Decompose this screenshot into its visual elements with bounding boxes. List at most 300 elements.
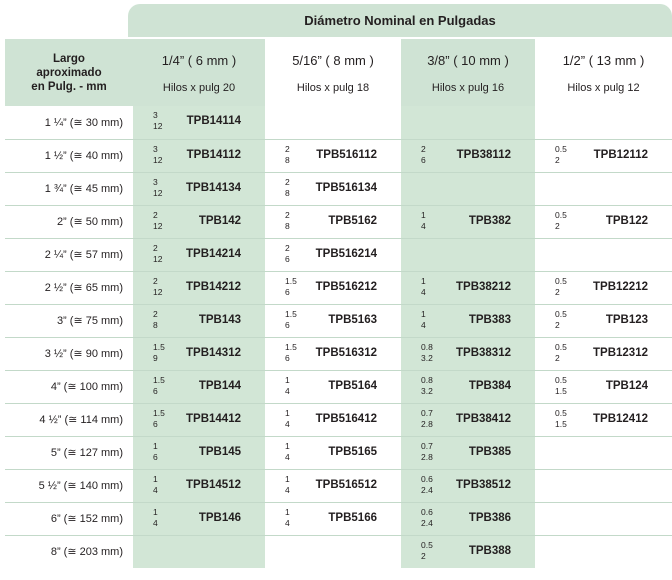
ratio-bottom-value: 12 bbox=[153, 220, 163, 231]
part-number: TPB142 bbox=[198, 214, 241, 227]
size-label: 1/4” ( 6 mm ) bbox=[161, 53, 237, 68]
length-label: 6” (≅ 152 mm) bbox=[5, 502, 133, 535]
table-cell bbox=[265, 436, 401, 469]
ratio-values bbox=[421, 144, 443, 166]
ratio-values bbox=[153, 210, 175, 232]
cell-content bbox=[265, 536, 401, 568]
cell-content bbox=[535, 437, 672, 469]
table-row bbox=[5, 436, 672, 469]
thread-label: Hilos x pulg 20 bbox=[162, 82, 236, 94]
cell-content bbox=[265, 272, 401, 304]
part-number: TPB5162 bbox=[328, 214, 377, 227]
part-number: TPB14512 bbox=[186, 478, 241, 491]
table-cell bbox=[535, 238, 672, 271]
ratio-top-value: 0.5 bbox=[555, 341, 567, 352]
corner-label-line1: Largo bbox=[53, 52, 85, 65]
cell-content bbox=[265, 371, 401, 403]
part-number: TPB385 bbox=[468, 445, 511, 458]
ratio-bottom-value: 1.5 bbox=[555, 385, 567, 396]
size-column-header-2 bbox=[401, 39, 535, 106]
ratio-bottom-value: 4 bbox=[285, 451, 290, 462]
ratio-top-value: 1 bbox=[153, 473, 158, 484]
length-label: 2 ¼” (≅ 57 mm) bbox=[5, 238, 133, 271]
ratio-values bbox=[153, 177, 175, 199]
table-cell bbox=[133, 304, 265, 337]
part-number: TPB516214 bbox=[315, 247, 377, 260]
length-label: 4” (≅ 100 mm) bbox=[5, 370, 133, 403]
ratio-top-value: 1.5 bbox=[153, 341, 165, 352]
table-cell bbox=[535, 271, 672, 304]
ratio-values bbox=[421, 375, 443, 397]
part-number: TPB14212 bbox=[186, 280, 241, 293]
size-label: 1/2” ( 13 mm ) bbox=[562, 53, 645, 68]
part-number: TPB14412 bbox=[186, 412, 241, 425]
cell-content bbox=[133, 272, 265, 304]
ratio-top-value: 1.5 bbox=[153, 374, 165, 385]
cell-content bbox=[265, 437, 401, 469]
table-cell bbox=[133, 172, 265, 205]
ratio-values bbox=[153, 408, 175, 430]
cell-content bbox=[133, 437, 265, 469]
ratio-bottom-value: 4 bbox=[421, 286, 426, 297]
header-title: Diámetro Nominal en Pulgadas bbox=[304, 13, 496, 28]
ratio-bottom-value: 2 bbox=[421, 550, 426, 561]
ratio-values bbox=[421, 540, 443, 562]
table-cell bbox=[133, 205, 265, 238]
part-number: TPB5165 bbox=[328, 445, 377, 458]
ratio-top-value: 2 bbox=[153, 308, 158, 319]
ratio-values bbox=[285, 375, 307, 397]
thread-label: Hilos x pulg 12 bbox=[567, 82, 640, 94]
table-cell bbox=[535, 304, 672, 337]
part-number: TPB14312 bbox=[186, 346, 241, 359]
ratio-top-value: 1.5 bbox=[285, 275, 297, 286]
cell-content bbox=[265, 173, 401, 205]
part-number: TPB14112 bbox=[186, 148, 241, 161]
table-cell bbox=[535, 370, 672, 403]
cell-content bbox=[535, 338, 672, 370]
ratio-bottom-value: 1.5 bbox=[555, 418, 567, 429]
ratio-values bbox=[285, 507, 307, 529]
table-cell bbox=[401, 403, 535, 436]
table-cell bbox=[265, 172, 401, 205]
length-label: 2 ½” (≅ 65 mm) bbox=[5, 271, 133, 304]
part-number: TPB14134 bbox=[186, 181, 241, 194]
ratio-values bbox=[153, 342, 175, 364]
ratio-top-value: 0.5 bbox=[555, 275, 567, 286]
part-number: TPB516412 bbox=[315, 412, 377, 425]
cell-content bbox=[401, 106, 535, 138]
length-label: 8” (≅ 203 mm) bbox=[5, 535, 133, 568]
table-cell bbox=[265, 337, 401, 370]
ratio-bottom-value: 12 bbox=[153, 187, 163, 198]
ratio-bottom-value: 6 bbox=[153, 451, 158, 462]
table-cell bbox=[133, 370, 265, 403]
ratio-values bbox=[421, 342, 443, 364]
length-label: 5 ½” (≅ 140 mm) bbox=[5, 469, 133, 502]
ratio-bottom-value: 2 bbox=[555, 319, 560, 330]
part-number: TPB382 bbox=[468, 214, 511, 227]
table-cell bbox=[401, 370, 535, 403]
part-number: TPB388 bbox=[468, 544, 511, 557]
table-row bbox=[5, 304, 672, 337]
cell-content bbox=[401, 536, 535, 568]
ratio-values bbox=[555, 375, 577, 397]
cell-content bbox=[535, 371, 672, 403]
cell-content bbox=[265, 338, 401, 370]
thread-label: Hilos x pulg 18 bbox=[296, 82, 370, 94]
table-cell bbox=[535, 436, 672, 469]
table-cell bbox=[535, 502, 672, 535]
table-cell bbox=[401, 469, 535, 502]
ratio-bottom-value: 4 bbox=[153, 484, 158, 495]
ratio-values bbox=[285, 243, 307, 265]
part-number: TPB516312 bbox=[315, 346, 377, 359]
ratio-top-value: 2 bbox=[153, 275, 158, 286]
ratio-bottom-value: 2 bbox=[555, 220, 560, 231]
corner-label-line3: en Pulg. - mm bbox=[31, 80, 107, 93]
ratio-top-value: 1 bbox=[153, 440, 158, 451]
cell-content bbox=[401, 140, 535, 172]
ratio-top-value: 2 bbox=[153, 209, 158, 220]
ratio-values bbox=[285, 342, 307, 364]
ratio-bottom-value: 4 bbox=[285, 517, 290, 528]
table-row bbox=[5, 502, 672, 535]
table-cell bbox=[265, 535, 401, 568]
length-label: 1 ½” (≅ 40 mm) bbox=[5, 139, 133, 172]
cell-content bbox=[535, 272, 672, 304]
length-column-header bbox=[5, 39, 133, 106]
table-row bbox=[5, 535, 672, 568]
table-row bbox=[5, 172, 672, 205]
ratio-top-value: 1 bbox=[421, 209, 426, 220]
size-column-header-3 bbox=[535, 39, 672, 106]
ratio-top-value: 0.5 bbox=[555, 308, 567, 319]
size-label: 3/8” ( 10 mm ) bbox=[427, 53, 509, 68]
table-cell bbox=[535, 469, 672, 502]
ratio-top-value: 0.5 bbox=[555, 209, 567, 220]
ratio-top-value: 1 bbox=[285, 440, 290, 451]
table-body bbox=[5, 106, 672, 568]
ratio-values bbox=[285, 276, 307, 298]
ratio-bottom-value: 4 bbox=[285, 418, 290, 429]
ratio-bottom-value: 6 bbox=[285, 352, 290, 363]
ratio-bottom-value: 12 bbox=[153, 253, 163, 264]
ratio-bottom-value: 4 bbox=[153, 517, 158, 528]
ratio-bottom-value: 4 bbox=[421, 319, 426, 330]
ratio-values bbox=[555, 144, 577, 166]
ratio-values bbox=[285, 210, 307, 232]
cell-content bbox=[133, 470, 265, 502]
table-cell bbox=[133, 502, 265, 535]
ratio-bottom-value: 8 bbox=[285, 154, 290, 165]
table-cell bbox=[535, 106, 672, 139]
ratio-bottom-value: 4 bbox=[285, 385, 290, 396]
table-cell bbox=[133, 106, 265, 139]
ratio-top-value: 1 bbox=[285, 506, 290, 517]
cell-content bbox=[401, 404, 535, 436]
part-number: TPB5164 bbox=[328, 379, 377, 392]
table-cell bbox=[535, 403, 672, 436]
ratio-bottom-value: 2.4 bbox=[421, 484, 433, 495]
ratio-top-value: 0.5 bbox=[555, 407, 567, 418]
ratio-values bbox=[285, 309, 307, 331]
table-row bbox=[5, 205, 672, 238]
ratio-values bbox=[285, 144, 307, 166]
ratio-bottom-value: 8 bbox=[285, 187, 290, 198]
cell-content bbox=[401, 371, 535, 403]
ratio-values bbox=[153, 441, 175, 463]
length-label: 2” (≅ 50 mm) bbox=[5, 205, 133, 238]
ratio-values bbox=[153, 276, 175, 298]
ratio-values bbox=[285, 177, 307, 199]
cell-content bbox=[535, 239, 672, 271]
ratio-top-value: 3 bbox=[153, 176, 158, 187]
part-number: TPB383 bbox=[468, 313, 511, 326]
ratio-top-value: 2 bbox=[285, 209, 290, 220]
ratio-values bbox=[153, 243, 175, 265]
cell-content bbox=[265, 106, 401, 138]
table-row bbox=[5, 238, 672, 271]
cell-content bbox=[265, 503, 401, 535]
ratio-top-value: 2 bbox=[153, 242, 158, 253]
table-row bbox=[5, 469, 672, 502]
table-cell bbox=[133, 535, 265, 568]
part-number: TPB516134 bbox=[315, 181, 377, 194]
cell-content bbox=[401, 305, 535, 337]
size-column-header-1 bbox=[265, 39, 401, 106]
table-row bbox=[5, 271, 672, 304]
cell-content bbox=[535, 536, 672, 568]
ratio-bottom-value: 9 bbox=[153, 352, 158, 363]
ratio-values bbox=[421, 309, 443, 331]
part-number: TPB38112 bbox=[456, 148, 511, 161]
cell-content bbox=[265, 140, 401, 172]
part-number: TPB144 bbox=[198, 379, 241, 392]
table-cell bbox=[401, 106, 535, 139]
cell-content bbox=[133, 404, 265, 436]
part-number: TPB38312 bbox=[456, 346, 511, 359]
part-number: TPB516112 bbox=[316, 148, 377, 161]
part-number: TPB38512 bbox=[456, 478, 511, 491]
part-number: TPB516512 bbox=[315, 478, 377, 491]
table-cell bbox=[535, 139, 672, 172]
part-number: TPB5166 bbox=[328, 511, 377, 524]
length-label: 4 ½” (≅ 114 mm) bbox=[5, 403, 133, 436]
ratio-top-value: 0.5 bbox=[555, 374, 567, 385]
table-cell bbox=[401, 205, 535, 238]
cell-content bbox=[133, 106, 265, 138]
part-number: TPB12112 bbox=[593, 148, 648, 161]
ratio-values bbox=[421, 507, 443, 529]
cell-content bbox=[401, 206, 535, 238]
table-cell bbox=[133, 403, 265, 436]
ratio-values bbox=[421, 441, 443, 463]
cell-content bbox=[401, 437, 535, 469]
part-number: TPB384 bbox=[468, 379, 511, 392]
table-row bbox=[5, 106, 672, 139]
table-row bbox=[5, 337, 672, 370]
ratio-values bbox=[421, 276, 443, 298]
part-number: TPB12412 bbox=[593, 412, 648, 425]
size-label: 5/16” ( 8 mm ) bbox=[292, 53, 374, 68]
ratio-bottom-value: 2.8 bbox=[421, 451, 433, 462]
cell-content bbox=[265, 470, 401, 502]
ratio-bottom-value: 6 bbox=[153, 385, 158, 396]
table-cell bbox=[401, 238, 535, 271]
part-number: TPB386 bbox=[468, 511, 511, 524]
part-number: TPB12312 bbox=[593, 346, 648, 359]
ratio-top-value: 1.5 bbox=[285, 341, 297, 352]
cell-content bbox=[401, 338, 535, 370]
ratio-values bbox=[421, 408, 443, 430]
ratio-values bbox=[285, 441, 307, 463]
column-header-row bbox=[5, 39, 672, 106]
ratio-top-value: 1 bbox=[421, 275, 426, 286]
ratio-top-value: 2 bbox=[285, 176, 290, 187]
table-cell bbox=[265, 502, 401, 535]
ratio-bottom-value: 6 bbox=[421, 154, 426, 165]
ratio-top-value: 0.8 bbox=[421, 374, 433, 385]
table-cell bbox=[133, 469, 265, 502]
cell-content bbox=[535, 470, 672, 502]
cell-content bbox=[133, 371, 265, 403]
table-cell bbox=[535, 337, 672, 370]
ratio-bottom-value: 8 bbox=[285, 220, 290, 231]
part-number: TPB38412 bbox=[456, 412, 511, 425]
ratio-bottom-value: 4 bbox=[421, 220, 426, 231]
ratio-bottom-value: 6 bbox=[285, 253, 290, 264]
cell-content bbox=[133, 140, 265, 172]
ratio-top-value: 1 bbox=[153, 506, 158, 517]
part-number: TPB145 bbox=[198, 445, 241, 458]
ratio-bottom-value: 2 bbox=[555, 286, 560, 297]
table-cell bbox=[401, 139, 535, 172]
cell-content bbox=[535, 503, 672, 535]
part-number: TPB124 bbox=[605, 379, 648, 392]
table-cell bbox=[265, 205, 401, 238]
cell-content bbox=[265, 305, 401, 337]
cell-content bbox=[133, 305, 265, 337]
table-cell bbox=[535, 172, 672, 205]
cell-content bbox=[535, 173, 672, 205]
ratio-bottom-value: 6 bbox=[153, 418, 158, 429]
ratio-top-value: 1 bbox=[285, 473, 290, 484]
cell-content bbox=[401, 503, 535, 535]
table-row bbox=[5, 370, 672, 403]
table-cell bbox=[265, 403, 401, 436]
length-label: 3 ½” (≅ 90 mm) bbox=[5, 337, 133, 370]
ratio-top-value: 2 bbox=[421, 143, 426, 154]
cell-content bbox=[133, 536, 265, 568]
ratio-bottom-value: 2 bbox=[555, 352, 560, 363]
cell-content bbox=[133, 206, 265, 238]
ratio-bottom-value: 4 bbox=[285, 484, 290, 495]
part-number: TPB14114 bbox=[186, 115, 241, 128]
ratio-values bbox=[555, 210, 577, 232]
part-number: TPB516212 bbox=[315, 280, 377, 293]
table-cell bbox=[535, 535, 672, 568]
ratio-bottom-value: 6 bbox=[285, 319, 290, 330]
ratio-top-value: 0.7 bbox=[421, 440, 433, 451]
length-label: 3” (≅ 75 mm) bbox=[5, 304, 133, 337]
ratio-bottom-value: 3.2 bbox=[421, 385, 433, 396]
ratio-top-value: 0.5 bbox=[555, 143, 567, 154]
ratio-values bbox=[153, 144, 175, 166]
cell-content bbox=[535, 404, 672, 436]
ratio-bottom-value: 2 bbox=[555, 154, 560, 165]
cell-content bbox=[265, 239, 401, 271]
ratio-values bbox=[153, 474, 175, 496]
part-number: TPB123 bbox=[605, 313, 648, 326]
ratio-values bbox=[555, 309, 577, 331]
table-cell bbox=[265, 238, 401, 271]
ratio-values bbox=[421, 474, 443, 496]
ratio-values bbox=[555, 276, 577, 298]
screw-size-table bbox=[5, 39, 672, 568]
ratio-top-value: 1 bbox=[285, 374, 290, 385]
ratio-top-value: 0.6 bbox=[421, 506, 433, 517]
table-cell bbox=[401, 436, 535, 469]
ratio-top-value: 2 bbox=[285, 143, 290, 154]
table-cell bbox=[133, 271, 265, 304]
ratio-bottom-value: 2.4 bbox=[421, 517, 433, 528]
cell-content bbox=[535, 140, 672, 172]
cell-content bbox=[401, 470, 535, 502]
table-cell bbox=[133, 139, 265, 172]
ratio-values bbox=[153, 375, 175, 397]
length-label: 1 ¾” (≅ 45 mm) bbox=[5, 172, 133, 205]
table-cell bbox=[401, 304, 535, 337]
table-cell bbox=[535, 205, 672, 238]
ratio-bottom-value: 2.8 bbox=[421, 418, 433, 429]
cell-content bbox=[401, 239, 535, 271]
table-cell bbox=[401, 271, 535, 304]
ratio-values bbox=[153, 309, 175, 331]
ratio-values bbox=[421, 210, 443, 232]
cell-content bbox=[401, 272, 535, 304]
table-cell bbox=[401, 172, 535, 205]
cell-content bbox=[535, 106, 672, 138]
table-cell bbox=[265, 304, 401, 337]
part-number: TPB38212 bbox=[456, 280, 511, 293]
ratio-top-value: 1 bbox=[421, 308, 426, 319]
cell-content bbox=[265, 404, 401, 436]
ratio-top-value: 0.5 bbox=[421, 539, 433, 550]
ratio-values bbox=[555, 342, 577, 364]
thread-label: Hilos x pulg 16 bbox=[431, 82, 505, 94]
ratio-top-value: 3 bbox=[153, 143, 158, 154]
table-cell bbox=[133, 337, 265, 370]
length-label: 5” (≅ 127 mm) bbox=[5, 436, 133, 469]
ratio-bottom-value: 6 bbox=[285, 286, 290, 297]
table-cell bbox=[133, 436, 265, 469]
cell-content bbox=[133, 239, 265, 271]
table-cell bbox=[265, 370, 401, 403]
ratio-values bbox=[285, 408, 307, 430]
corner-label-line2: aproximado bbox=[36, 66, 102, 79]
ratio-top-value: 1.5 bbox=[285, 308, 297, 319]
cell-content bbox=[535, 305, 672, 337]
ratio-top-value: 1 bbox=[285, 407, 290, 418]
ratio-bottom-value: 12 bbox=[153, 286, 163, 297]
ratio-bottom-value: 3.2 bbox=[421, 352, 433, 363]
cell-content bbox=[535, 206, 672, 238]
table-cell bbox=[265, 139, 401, 172]
size-column-header-0 bbox=[133, 39, 265, 106]
ratio-top-value: 0.6 bbox=[421, 473, 433, 484]
table-cell bbox=[401, 337, 535, 370]
